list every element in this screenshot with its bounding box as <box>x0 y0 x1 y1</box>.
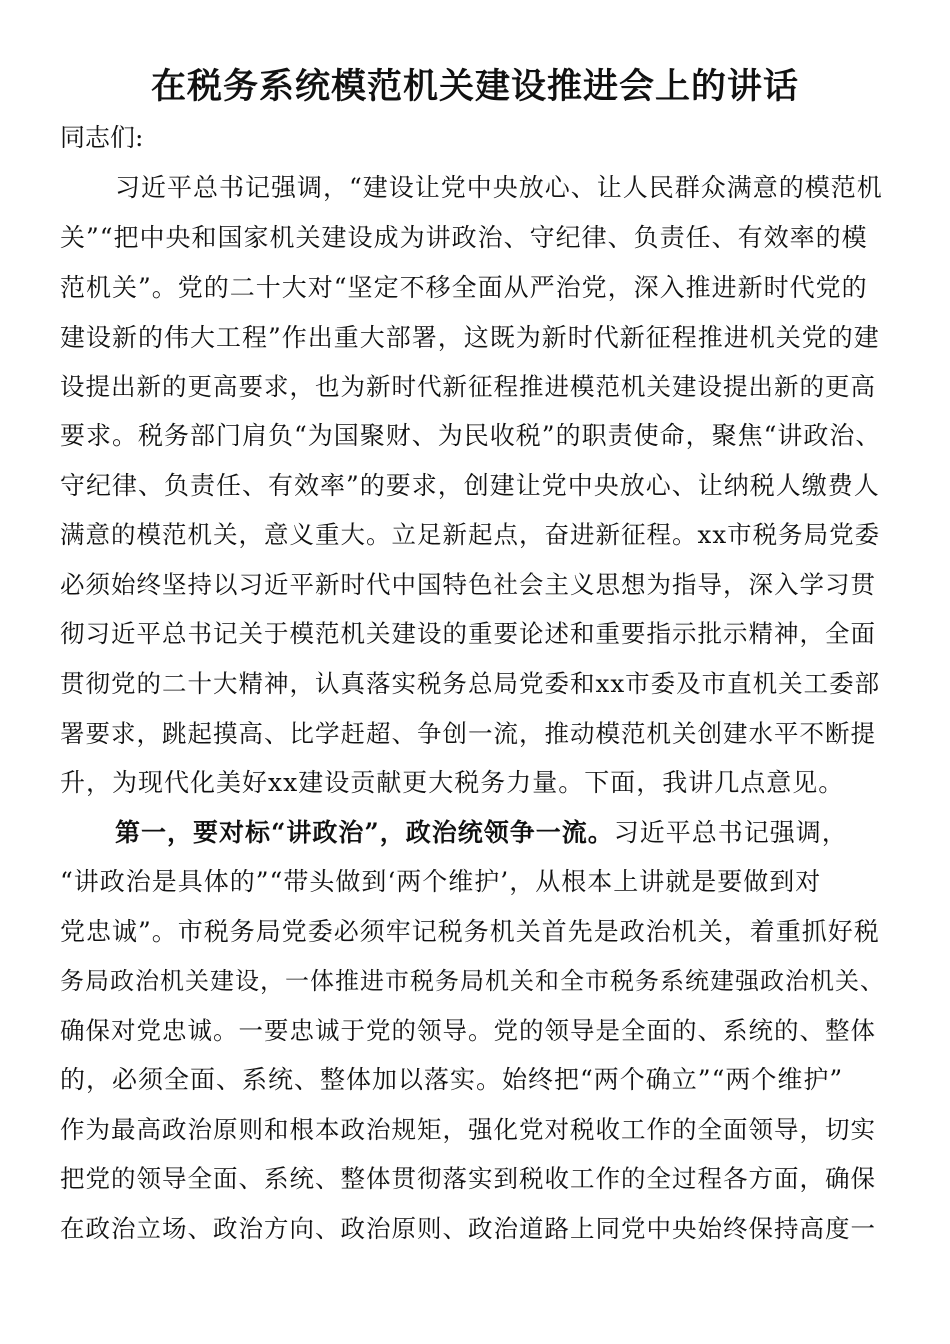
paragraph-2-line: 确保对党忠诚。一要忠诚于党的领导。党的领导是全面的、系统的、整体 <box>60 1016 876 1045</box>
document-title: 在税务系统模范机关建设推进会上的讲话 <box>150 66 799 107</box>
paragraph-1-line: 要求。税务部门肩负“为国聚财、为民收税”的职责使命，聚焦“讲政治、 <box>60 421 882 450</box>
paragraph-2-line: “讲政治是具体的”“带头做到‘两个维护’，从根本上讲就是要做到对 <box>60 867 822 896</box>
paragraph-1-line: 满意的模范机关，意义重大。立足新起点，奋进新征程。xx市税务局党委 <box>60 520 881 549</box>
paragraph-1-line: 必须始终坚持以习近平新时代中国特色社会主义思想为指导，深入学习贯 <box>60 570 876 599</box>
paragraph-1-line: 署要求，跳起摸高、比学赶超、争创一流，推动模范机关创建水平不断提 <box>60 719 876 748</box>
paragraph-2-line: 的，必须全面、系统、整体加以落实。始终把“两个确立”“两个维护” <box>60 1065 844 1094</box>
paragraph-1-line: 守纪律、负责任、有效率”的要求，创建让党中央放心、让纳税人缴费人 <box>60 471 880 500</box>
paragraph-2-first-line <box>115 813 848 853</box>
paragraph-2-first-line-rest: 习近平总书记强调， <box>613 818 848 847</box>
paragraph-1-line: 贯彻党的二十大精神，认真落实税务总局党委和xx市委及市直机关工委部 <box>60 669 881 698</box>
paragraph-1-line: 习近平总书记强调，“建设让党中央放心、让人民群众满意的模范机 <box>115 173 883 202</box>
paragraph-1-line: 关”“把中央和国家机关建设成为讲政治、守纪律、负责任、有效率的模 <box>60 223 868 252</box>
paragraph-1-line: 范机关”。党的二十大对“坚定不移全面从严治党，深入推进新时代党的 <box>60 273 868 302</box>
paragraph-1-line: 建设新的伟大工程”作出重大部署，这既为新时代新征程推进机关党的建 <box>60 323 880 352</box>
paragraph-2-line: 党忠诚”。市税务局党委必须牢记税务机关首先是政治机关，着重抓好税 <box>60 917 880 946</box>
section-heading: 第一，要对标“讲政治”，政治统领争一流。 <box>115 818 614 847</box>
paragraph-2-line: 作为最高政治原则和根本政治规矩，强化党对税收工作的全面领导，切实 <box>60 1115 876 1144</box>
paragraph-1-line: 升，为现代化美好xx建设贡献更大税务力量。下面，我讲几点意见。 <box>60 768 845 797</box>
paragraph-2-line: 把党的领导全面、系统、整体贯彻落实到税收工作的全过程各方面，确保 <box>60 1164 876 1193</box>
paragraph-2-line: 在政治立场、政治方向、政治原则、政治道路上同党中央始终保持高度一 <box>60 1214 876 1243</box>
paragraph-1-line: 设提出新的更高要求，也为新时代新征程推进模范机关建设提出新的更高 <box>60 372 876 401</box>
paragraph-1-line: 彻习近平总书记关于模范机关建设的重要论述和重要指示批示精神，全面 <box>60 619 876 648</box>
salutation: 同志们: <box>60 123 144 152</box>
paragraph-2-line: 务局政治机关建设，一体推进市税务局机关和全市税务系统建强政治机关、 <box>60 967 885 995</box>
